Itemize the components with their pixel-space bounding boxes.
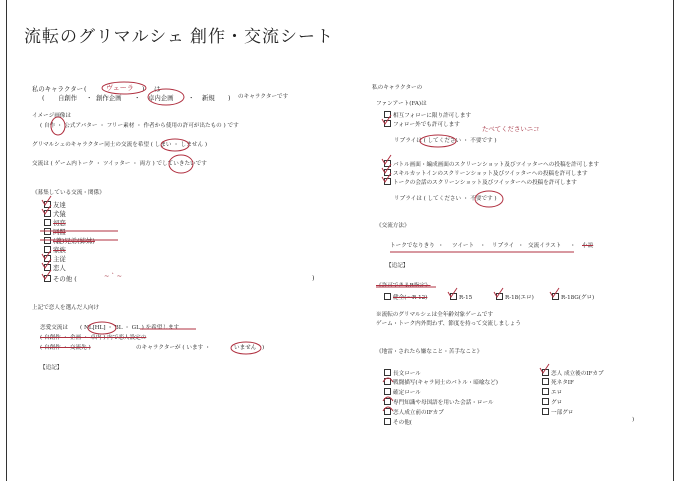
notes-left: 【追記】 <box>40 365 63 371</box>
method-dot1: ・ <box>438 243 444 249</box>
char-type-new: 新規 <box>202 94 215 102</box>
romance-line3-d: ) <box>262 345 265 351</box>
char-type-own: 自創作 <box>58 94 78 102</box>
char-type-table: 卓内企画 <box>148 94 174 102</box>
recruit-item-other: その他 ( <box>44 275 77 282</box>
recruit-item-alliance: 同盟 <box>44 228 66 235</box>
rating-r18: R-18(エロ) <box>496 293 534 302</box>
fanart-opt-any: フォロー外でも許可します <box>384 120 460 129</box>
ng-other-close: ) <box>632 417 635 423</box>
rating-header: 《許可できるR指定》 <box>376 283 431 289</box>
recruit-other-close: ) <box>312 274 315 282</box>
ng-pre-lover-if: 恋人成立前のIFカプ <box>384 408 444 417</box>
ng-ero: エロ <box>542 388 562 397</box>
char-wa: は <box>154 85 161 93</box>
ss-reply: リプライは ( してください ・ 不要です ) <box>394 196 497 202</box>
right-char-label: 私のキャラクターの <box>372 85 423 91</box>
recruit-item-firstlove: 初恋 <box>44 219 66 226</box>
ng-header: 《地雷・されたら嫌なこと・苦手なこと》 <box>376 349 483 355</box>
method-talk: トークでなりきり <box>390 243 435 249</box>
page-border-left <box>6 0 7 481</box>
recruit-item-master: 主従 <box>44 255 66 262</box>
exchange-method-line: 交流は ( ゲーム内トーク ・ ツイッター ・ 両方 ) でしていきたいです <box>32 161 207 167</box>
char-open: ( <box>84 85 87 93</box>
ng-partial-guro: 一部グロ <box>542 408 573 417</box>
char-type-project: 創作企画 <box>96 94 122 102</box>
char-type-dot3: ・ <box>188 94 195 102</box>
sheet-title-right: 創作・交流シート <box>190 27 334 47</box>
ng-expert: 専門知識や母国語を用いた会話・ロール <box>384 398 494 407</box>
ss-opt-talk: トークの会話のスクリーンショット及びツイッターへの投稿を許可します <box>384 178 577 187</box>
method-illust: 交流イラスト <box>528 243 562 249</box>
recruit-header: 《募集している交流・関係》 <box>32 190 105 196</box>
method-dot3: ・ <box>518 243 524 249</box>
rule-note-1: ※流転のグリマルシェは全年齢対象ゲームです <box>376 312 494 318</box>
ng-long-roll: 長文ロール <box>384 369 421 378</box>
rating-r15: R-15 <box>450 293 472 302</box>
romance-line1-label: 恋愛交流は <box>40 325 68 331</box>
method-header: 《交流方法》 <box>376 223 410 229</box>
ss-opt-skill: スキルカットインのスクリーンショット及びツイッターへの投稿を許可します <box>384 169 588 178</box>
page-border-right <box>673 0 674 481</box>
pc-exchange-line: グリマルシェのキャラクター同士の交流を希望 ( しまい ・ しません ) <box>32 142 207 148</box>
sheet-title-left: 流転のグリマルシェ <box>24 27 185 47</box>
method-dot4: ・ <box>570 243 576 249</box>
char-type-dot1: ・ <box>86 94 93 102</box>
hand-note: たべてくださいニコ <box>482 125 540 133</box>
romance-header: 上記で恋人を選んだ人向け <box>32 305 100 311</box>
char-type-close: ) <box>228 94 231 102</box>
char-name: ヴェーラ <box>106 84 134 92</box>
ng-battle: 戦闘描写(キャラ同士のバトル・暗喩など) <box>384 378 498 387</box>
ng-death-if: 死ネタIF <box>542 378 574 387</box>
romance-line3-a: ( 自創作 ・ 交流先 ) <box>40 345 91 351</box>
fanart-label: ファンアート(FA)は <box>376 101 427 107</box>
rating-r18g: R-18G(グロ) <box>552 293 594 302</box>
romance-line2: ( 自創作 ・ 企画 ・ 卓内 ) 内で恋人設定の <box>40 335 147 341</box>
char-type-dot2: ・ <box>134 94 141 102</box>
method-dot2: ・ <box>480 243 486 249</box>
image-label: イメージ画像は <box>32 113 71 119</box>
fanart-opt-mutual: 相互フォローに限り許可します <box>384 111 471 120</box>
char-type-open: ( <box>42 94 45 102</box>
method-tweet: ツイート <box>452 243 475 249</box>
romance-line1-options: ( NL[HL] ・ BL ・ GL ) を希望します <box>80 325 180 331</box>
method-novel: 小説 <box>582 243 594 249</box>
fanart-reply: リプライは ( してください ・ 不要です ) <box>394 138 497 144</box>
ng-fixed-roll: 確定ロール <box>384 388 421 397</box>
romance-line3-b: のキャラクターが ( います ・ <box>136 345 211 351</box>
notes-right: 【追記】 <box>386 263 409 269</box>
ng-guro: グロ <box>542 398 562 407</box>
ss-opt-battle: バトル画面・編成画面のスクリーンショット及びツイッターへの投稿を許可します <box>384 160 599 169</box>
recruit-item-rival: 犬猿 <box>44 210 66 217</box>
recruit-item-family: 家族 <box>44 246 66 253</box>
ng-other: その他( <box>384 418 412 427</box>
image-line: ( 自作 ・ 公式アバター ・ フリー素材 ・ 作者から使用の許可が出たもの ) です <box>40 123 239 129</box>
recruit-item-siblings: (義)兄弟(姉妹) <box>44 237 95 244</box>
char-label: 私のキャラクター <box>32 85 83 93</box>
char-close: ) <box>142 85 145 93</box>
char-type-suffix: のキャラクターです <box>238 94 289 100</box>
recruit-other-note: ~ ` ~ <box>104 272 122 280</box>
recruit-item-lover: 恋人 <box>44 264 66 271</box>
recruit-item-friend: 友達 <box>44 201 66 208</box>
method-reply: リプライ <box>492 243 515 249</box>
rule-note-2: ゲーム・トーク内外問わず、節度を持って交流しましょう <box>376 321 521 327</box>
romance-line3-c: いません <box>234 345 257 351</box>
rating-all-ages: 健全(〜R-12) <box>384 293 427 302</box>
ng-post-lover-if: 恋人 成立後のIFカプ <box>542 369 604 378</box>
